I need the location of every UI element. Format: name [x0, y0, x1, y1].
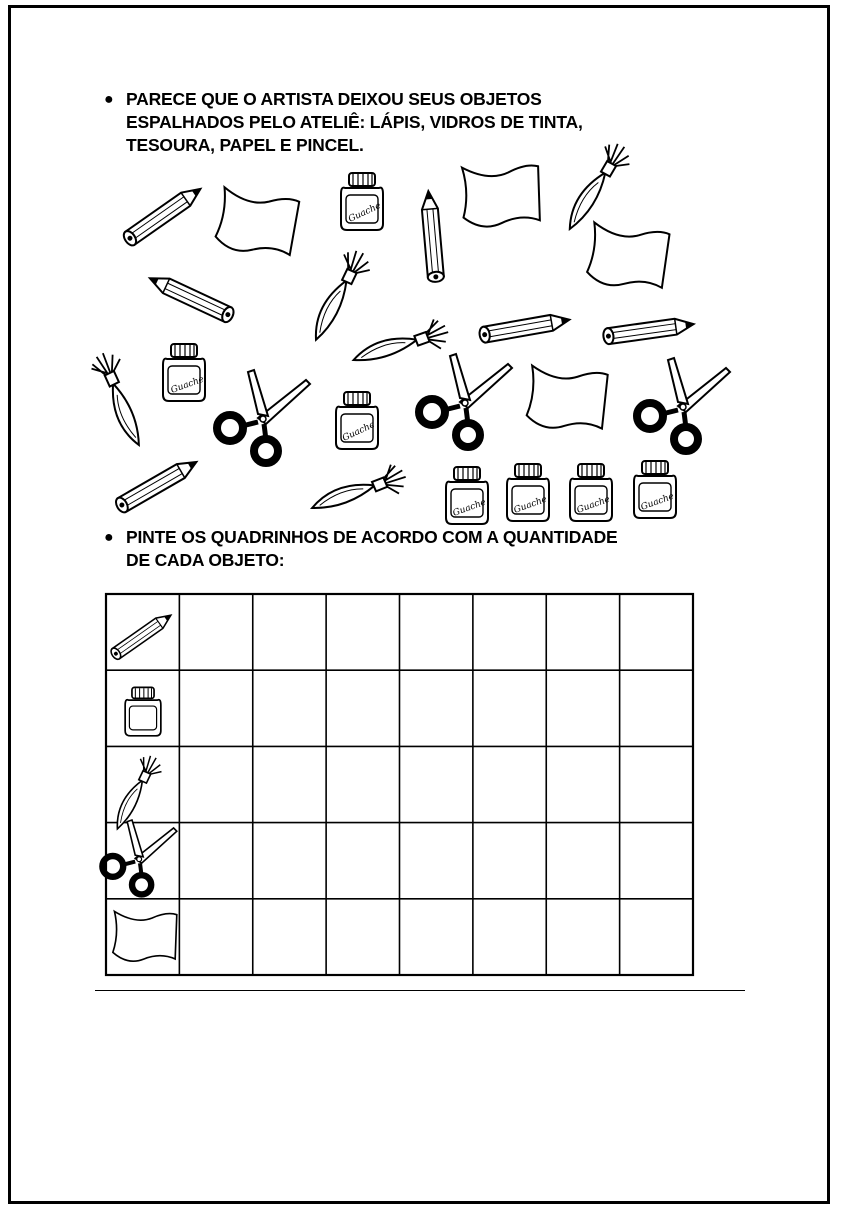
count-box[interactable] [181, 825, 250, 897]
jar-label-text: Guache [575, 494, 612, 516]
count-box[interactable] [402, 825, 471, 897]
count-box[interactable] [402, 748, 471, 820]
table-scissors-icon [102, 820, 176, 894]
count-box[interactable] [328, 901, 397, 973]
table-paper-icon [113, 911, 177, 961]
count-box[interactable] [548, 596, 617, 668]
count-box[interactable] [622, 901, 691, 973]
count-box[interactable] [328, 596, 397, 668]
count-box[interactable] [255, 825, 324, 897]
jar-label-text: Guache [347, 201, 383, 225]
count-box[interactable] [622, 748, 691, 820]
count-box[interactable] [475, 596, 544, 668]
count-box[interactable] [181, 596, 250, 668]
count-box[interactable] [402, 672, 471, 744]
count-box[interactable] [255, 748, 324, 820]
bottom-rule [95, 990, 745, 991]
count-box[interactable] [475, 901, 544, 973]
count-box[interactable] [181, 748, 250, 820]
count-box[interactable] [181, 901, 250, 973]
instruction-1-text: PARECE QUE O ARTISTA DEIXOU SEUS OBJETOS ESPALHADOS PELO ATELIÊ: LÁPIS, VIDROS DE TINTA, TESOURA, PAPEL E PINCEL. [126, 89, 583, 155]
count-box[interactable] [328, 825, 397, 897]
count-box[interactable] [328, 672, 397, 744]
count-box[interactable] [622, 672, 691, 744]
table-pencil-icon [109, 610, 174, 661]
count-box[interactable] [622, 596, 691, 668]
count-box[interactable] [402, 901, 471, 973]
bullet: ● [104, 91, 114, 108]
count-box[interactable] [255, 672, 324, 744]
jar-label-text: Guache [169, 374, 206, 396]
count-box[interactable] [402, 596, 471, 668]
jar-label-text: Guache [512, 494, 549, 516]
count-box[interactable] [475, 672, 544, 744]
table-brush-icon [100, 751, 166, 831]
count-box[interactable] [622, 825, 691, 897]
table-paint-jar-icon [125, 687, 161, 735]
count-box[interactable] [181, 672, 250, 744]
count-box[interactable] [548, 825, 617, 897]
count-box[interactable] [548, 901, 617, 973]
count-box[interactable] [475, 748, 544, 820]
instruction-2-text: PINTE OS QUADRINHOS DE ACORDO COM A QUANTIDADE DE CADA OBJETO: [126, 527, 618, 570]
bullet: ● [104, 529, 114, 546]
count-box[interactable] [255, 901, 324, 973]
count-box[interactable] [328, 748, 397, 820]
jar-label-text: Guache [341, 420, 377, 444]
count-box[interactable] [548, 748, 617, 820]
count-box[interactable] [255, 596, 324, 668]
jar-label-text: Guache [451, 497, 488, 519]
count-box[interactable] [475, 825, 544, 897]
count-box[interactable] [548, 672, 617, 744]
jar-label-text: Guache [639, 491, 676, 513]
